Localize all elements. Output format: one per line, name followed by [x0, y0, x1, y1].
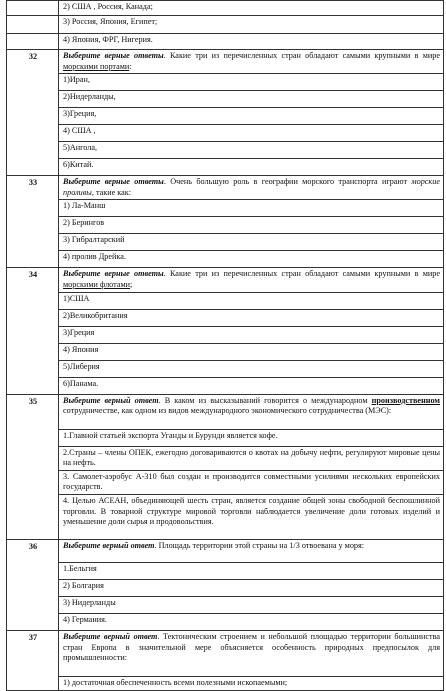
option-cell: 2.Страны – члены ОПЕК, ежегодно договариваются о квотах на добычу нефти, регулируют мировые цены на нефть.	[59, 446, 444, 470]
option-cell: 5)Ангола,	[59, 142, 444, 159]
option-row	[7, 292, 444, 309]
question-lead: Выберите верный ответ	[63, 631, 158, 641]
option-cell: 4) Германия.	[59, 613, 444, 630]
question-tail: :	[129, 61, 132, 71]
question-row-34	[7, 268, 444, 292]
question-row-35	[7, 394, 444, 429]
option-row	[7, 562, 444, 579]
number-cell	[7, 34, 59, 50]
option-row	[7, 108, 444, 125]
option-row	[7, 91, 444, 108]
question-row-36	[7, 539, 444, 562]
question-row-32	[7, 50, 444, 74]
option-cell: 3) Нидерланды	[59, 596, 444, 613]
option-cell: 2) США , Россия, Канада;	[59, 1, 444, 16]
question-body: . Какие три из перечисленных стран обладают самыми крупными в мире	[163, 269, 440, 279]
question-emphasis: морскими портами	[63, 61, 130, 71]
table-row	[7, 1, 444, 16]
question-text	[59, 539, 444, 562]
table-row	[7, 16, 444, 34]
question-number: 33	[7, 176, 59, 268]
option-cell: 1) достаточная обеспеченность всеми полезными ископаемыми;	[59, 676, 444, 690]
question-row-37	[7, 630, 444, 676]
question-tail: , такие как:	[91, 187, 132, 197]
option-cell: 3) Россия, Япония, Египет;	[59, 16, 444, 34]
option-cell: 3. Самолет-аэробус А-310 был создан и производится совместными усилиями нескольких европейских государств.	[59, 470, 444, 494]
option-row	[7, 613, 444, 630]
question-text	[59, 176, 444, 200]
option-row	[7, 217, 444, 234]
option-cell: 4) пролив Дрейка.	[59, 251, 444, 268]
option-row	[7, 74, 444, 91]
option-row	[7, 234, 444, 251]
test-table-page	[6, 0, 443, 691]
option-row	[7, 200, 444, 217]
question-emphasis: морскими флотами	[63, 279, 131, 289]
option-cell: 3)Греция,	[59, 108, 444, 125]
question-body: . Площадь территории этой страны на 1/3 отвоевана у моря:	[154, 540, 365, 550]
option-row	[7, 596, 444, 613]
option-row	[7, 251, 444, 268]
question-lead: Выберите верный ответ	[63, 395, 159, 405]
option-cell: 2)Нидерланды,	[59, 91, 444, 108]
option-row	[7, 309, 444, 326]
option-cell: 1) Ла-Манш	[59, 200, 444, 217]
question-number: 37	[7, 630, 59, 690]
question-tail: сотрудничестве, как одном из видов международного экономического сотрудничества (МЭС):	[63, 406, 392, 416]
option-cell: 4) США ,	[59, 125, 444, 142]
test-table	[6, 0, 444, 691]
option-cell: 4. Целью АСЕАН, объединяющей шесть стран, является создание общей зоны свободной беспошлинной торговли. В товарной структуре мировой торговли наблюдается увеличение доли готовых изделий и уменьшение доли сырья и продовольствия.	[59, 494, 444, 539]
option-cell: 6)Панама.	[59, 377, 444, 394]
question-emphasis: производственном	[371, 395, 441, 405]
question-lead: Выберите верные ответы	[63, 177, 164, 187]
option-cell: 3)Греция	[59, 326, 444, 343]
question-tail: ;	[130, 279, 133, 289]
option-cell: 4) Япония, ФРГ, Нигерия.	[59, 34, 444, 50]
number-cell	[7, 1, 59, 16]
option-row	[7, 159, 444, 176]
question-text	[59, 50, 444, 74]
option-row	[7, 326, 444, 343]
option-row	[7, 494, 444, 539]
number-cell	[7, 16, 59, 34]
option-cell: 1)США	[59, 292, 444, 309]
question-body: . Очень большую роль в географии морского транспорта играют	[163, 177, 412, 187]
option-row	[7, 377, 444, 394]
option-row	[7, 125, 444, 142]
question-text	[59, 268, 444, 292]
option-cell: 1)Иран,	[59, 74, 444, 91]
question-row-33	[7, 176, 444, 200]
option-cell: 2) Болгария	[59, 579, 444, 596]
option-row	[7, 429, 444, 446]
question-lead: Выберите верные ответы	[63, 51, 164, 60]
option-row	[7, 142, 444, 159]
option-row	[7, 343, 444, 360]
option-cell: 2)Великобритания	[59, 309, 444, 326]
question-lead: Выберите верные ответы	[63, 269, 164, 279]
option-row	[7, 470, 444, 494]
question-lead: Выберите верный ответ	[63, 540, 155, 550]
option-cell: 2) Берингов	[59, 217, 444, 234]
option-cell: 5)Либерия	[59, 360, 444, 377]
question-emphasis: морские проливы	[63, 177, 440, 197]
option-row	[7, 446, 444, 470]
option-row	[7, 360, 444, 377]
question-number: 32	[7, 50, 59, 176]
option-row	[7, 579, 444, 596]
option-cell: 6)Китай.	[59, 159, 444, 176]
option-cell: 1.Главной статьей экспорта Уганды и Бурунди является кофе.	[59, 429, 444, 446]
question-number: 34	[7, 268, 59, 394]
option-cell: 4) Япония	[59, 343, 444, 360]
option-row	[7, 676, 444, 690]
option-cell: 1.Бельгия	[59, 562, 444, 579]
question-body: . Какие три из перечисленных стран обладают самыми крупными в мире	[163, 51, 440, 60]
table-row	[7, 34, 444, 50]
question-body: . Тектоническим строением и небольшой площадью территории большинства стран Европа в значительной мере объясняется особенность природных предпосылок для промышленности:	[63, 631, 440, 663]
question-body: . В каком из высказываний говорится о международном	[158, 395, 372, 405]
question-number: 35	[7, 394, 59, 539]
question-number: 36	[7, 539, 59, 630]
question-text	[59, 394, 444, 429]
option-cell: 3) Гибралтарский	[59, 234, 444, 251]
question-text	[59, 630, 444, 676]
